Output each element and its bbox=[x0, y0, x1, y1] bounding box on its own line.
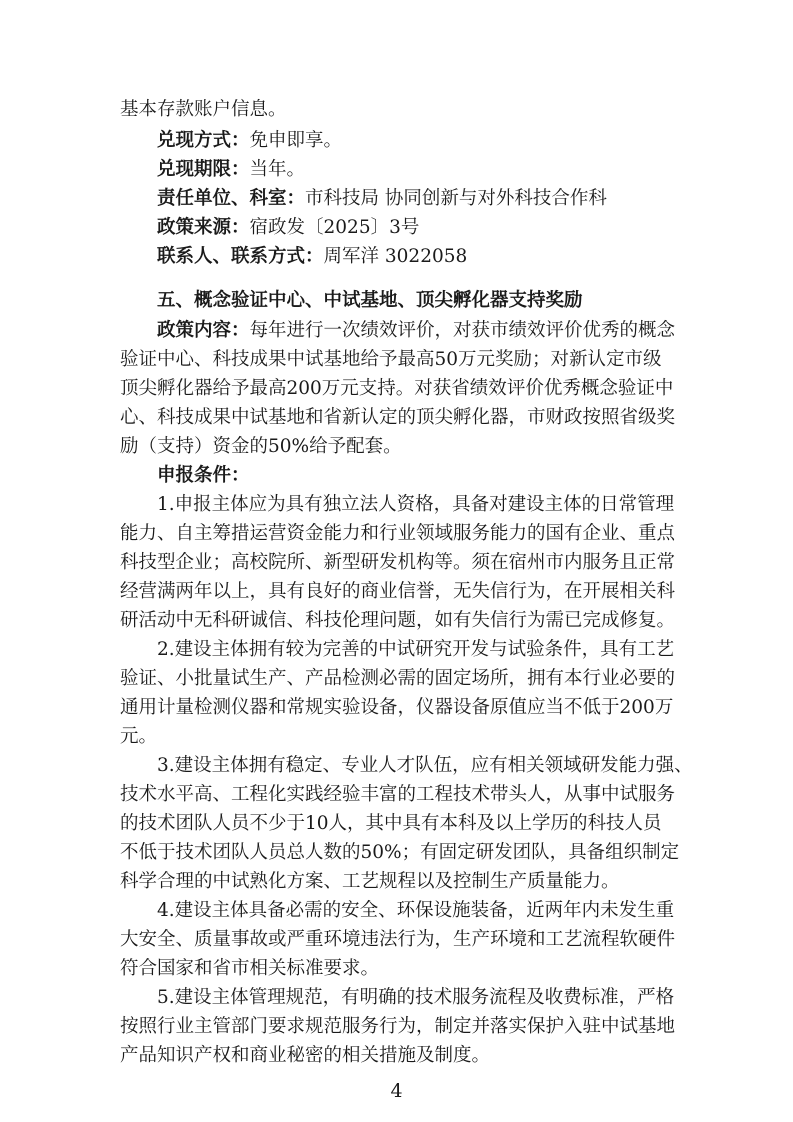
deposit-account-line: 基本存款账户信息。 bbox=[120, 99, 287, 120]
condition-2-line: 元。 bbox=[120, 726, 158, 747]
policy-text-line: 顶尖孵化器给予最高200万元支持。对获省绩效评价优秀概念验证中 bbox=[120, 378, 674, 399]
policy-text-line: 励（支持）资金的50%给予配套。 bbox=[120, 436, 402, 457]
policy-source-label: 政策来源： bbox=[157, 217, 250, 238]
policy-text-line: 验证中心、科技成果中试基地给予最高50万元奖励；对新认定市级 bbox=[120, 349, 662, 370]
conditions-label: 申报条件： bbox=[157, 465, 250, 486]
responsible-unit-label: 责任单位、科室： bbox=[157, 188, 306, 209]
policy-source-value: 宿政发〔2025〕3号 bbox=[249, 217, 420, 238]
contact-value: 周军洋 3022058 bbox=[323, 246, 468, 267]
condition-1-line: 科技型企业；高校院所、新型研发机构等。须在宿州市内服务且正常 bbox=[120, 552, 676, 573]
condition-4-line: 大安全、质量事故或严重环境违法行为，生产环境和工艺流程软硬件 bbox=[120, 929, 676, 950]
redeem-method-line bbox=[157, 128, 342, 154]
condition-3-line: 科学合理的中试熟化方案、工艺规程以及控制生产质量能力。 bbox=[120, 871, 620, 892]
policy-text-line: 每年进行一次绩效评价，对获市绩效评价优秀的概念 bbox=[249, 320, 676, 341]
condition-5-line: 产品知识产权和商业秘密的相关措施及制度。 bbox=[120, 1045, 491, 1066]
condition-3-line: 不低于技术团队人员总人数的50%；有固定研发团队，具备组织制定 bbox=[120, 842, 680, 863]
redeem-period-value: 当年。 bbox=[249, 159, 306, 180]
policy-text-line: 心、科技成果中试基地和省新认定的顶尖孵化器，市财政按照省级奖 bbox=[120, 407, 676, 428]
responsible-unit-line bbox=[157, 186, 607, 212]
redeem-method-value: 免申即享。 bbox=[249, 130, 343, 151]
condition-5-line: 按照行业主管部门要求规范服务行为，制定并落实保护入驻中试基地 bbox=[120, 1016, 676, 1037]
condition-4-line: 4.建设主体具备必需的安全、环保设施装备，近两年内未发生重 bbox=[157, 900, 675, 921]
condition-1-line: 能力、自主筹措运营资金能力和行业领域服务能力的国有企业、重点 bbox=[120, 523, 676, 544]
contact-line bbox=[157, 244, 467, 270]
condition-2-line: 通用计量检测仪器和常规实验设备，仪器设备原值应当不低于200万 bbox=[120, 697, 674, 718]
contact-label: 联系人、联系方式： bbox=[157, 246, 324, 267]
policy-content-label: 政策内容： bbox=[157, 320, 250, 341]
condition-1-line: 研活动中无科研诚信、科技伦理问题，如有失信行为需已完成修复。 bbox=[120, 610, 676, 631]
condition-5-line: 5.建设主体管理规范，有明确的技术服务流程及收费标准，严格 bbox=[157, 987, 675, 1008]
section-heading: 五、概念验证中心、中试基地、顶尖孵化器支持奖励 bbox=[157, 290, 583, 311]
condition-3-line: 的技术团队人员不少于10人，其中具有本科及以上学历的科技人员 bbox=[120, 813, 662, 834]
policy-content-line bbox=[157, 318, 675, 344]
condition-3-line: 3.建设主体拥有稳定、专业人才队伍，应有相关领域研发能力强、 bbox=[157, 755, 693, 776]
condition-3-line: 技术水平高、工程化实践经验丰富的工程技术带头人，从事中试服务 bbox=[120, 784, 676, 805]
redeem-period-line bbox=[157, 157, 305, 183]
redeem-method-label: 兑现方式： bbox=[157, 130, 250, 151]
policy-source-line bbox=[157, 215, 419, 241]
condition-2-line: 验证、小批量试生产、产品检测必需的固定场所，拥有本行业必要的 bbox=[120, 668, 676, 689]
condition-4-line: 符合国家和省市相关标准要求。 bbox=[120, 958, 380, 979]
condition-2-line: 2.建设主体拥有较为完善的中试研究开发与试验条件，具有工艺 bbox=[157, 639, 675, 660]
condition-1-line: 1.申报主体应为具有独立法人资格，具备对建设主体的日常管理 bbox=[157, 494, 675, 515]
page-number: 4 bbox=[390, 1080, 403, 1102]
responsible-unit-value: 市科技局 协同创新与对外科技合作科 bbox=[305, 188, 607, 209]
condition-1-line: 经营满两年以上，具有良好的商业信誉，无失信行为，在开展相关科 bbox=[120, 581, 676, 602]
redeem-period-label: 兑现期限： bbox=[157, 159, 250, 180]
